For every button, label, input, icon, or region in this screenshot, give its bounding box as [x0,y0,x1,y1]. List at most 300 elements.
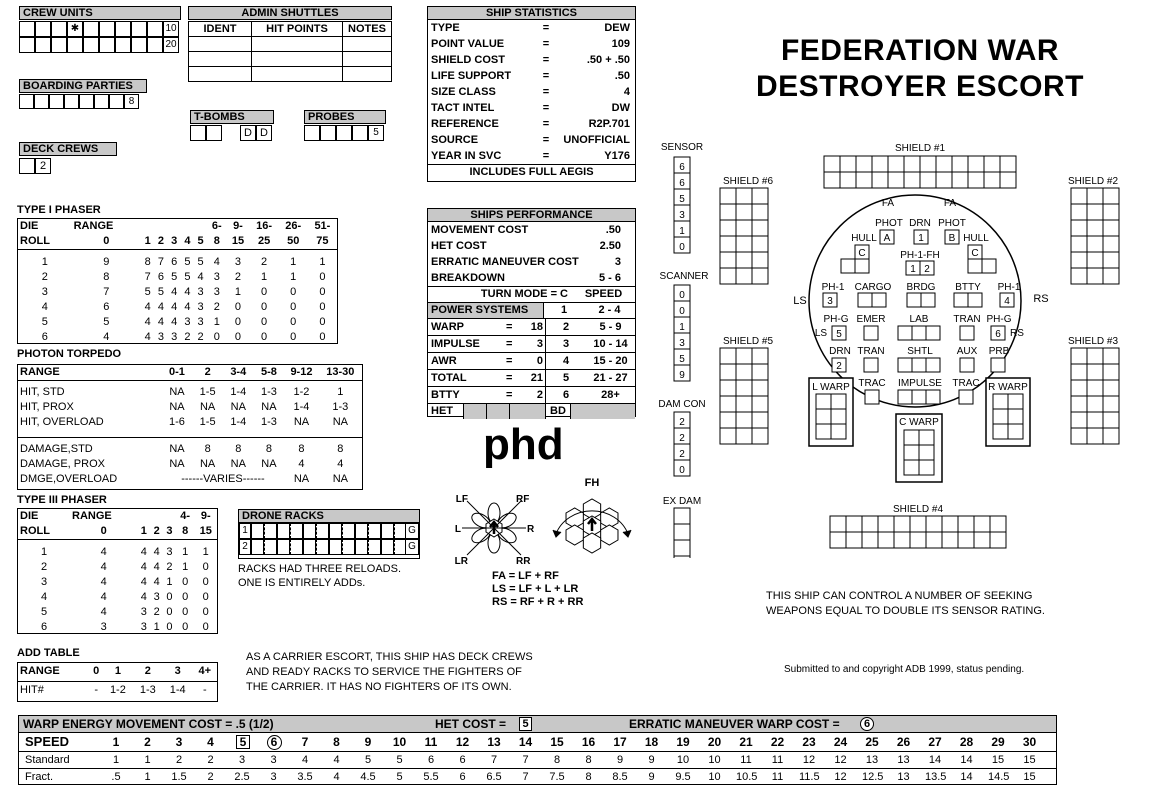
stat-value: 4 [623,86,630,98]
shield4-box[interactable] [878,532,894,548]
shield6-box[interactable] [752,188,768,204]
shield2-box[interactable] [1071,252,1087,268]
crew-unit-box[interactable] [115,37,131,53]
crew-unit-box[interactable]: ✱ [67,21,83,37]
drone-rack-number[interactable]: 2 [239,539,251,555]
l-warp-box[interactable] [816,394,831,409]
shield4-box[interactable] [974,516,990,532]
drn-lower-label: DRN [829,346,851,357]
drone-rack-box[interactable] [303,539,316,555]
shield5-box[interactable] [720,380,736,396]
impulse-box[interactable] [926,390,940,404]
shield2-box[interactable] [1087,236,1103,252]
shield3-box[interactable] [1071,428,1087,444]
speed-cell: 22 [770,735,785,749]
stat-key: LIFE SUPPORT [431,70,512,82]
drone-rack-box[interactable] [329,523,342,539]
damcon-box-number: 2 [679,433,685,444]
drone-rack-box[interactable] [355,539,368,555]
phaser1-cell: 4 [197,270,204,283]
add-table [17,662,218,702]
shield2-box[interactable] [1103,188,1119,204]
dummy-tbomb-box[interactable]: D [240,125,256,141]
probe-box[interactable] [336,125,352,141]
shield6-box[interactable] [752,236,768,252]
shield1-box[interactable] [840,172,856,188]
drone-rack-box[interactable] [303,523,316,539]
phaser3-cell: 3 [166,545,173,558]
phaser3-cell: 2 [153,605,160,618]
shield4-box[interactable] [878,516,894,532]
phaser1-cell: 3 [184,315,191,328]
shuttle-cell[interactable] [343,52,392,67]
probe-box[interactable] [352,125,368,141]
drone-rack-box[interactable] [264,539,277,555]
shield1-box[interactable] [1000,156,1016,172]
shield4-box[interactable] [830,516,846,532]
shuttle-cell[interactable] [343,37,392,52]
stat-eq: = [542,70,550,82]
phaser1-table [17,218,338,344]
drone-rack-box[interactable] [342,539,355,555]
shield4-box[interactable] [974,532,990,548]
drone-rack-box[interactable] [316,523,329,539]
shield4-box[interactable] [990,532,1006,548]
l-warp-box[interactable] [816,409,831,424]
phaser3-head: DIE [20,510,39,522]
standard-cell: 8 [585,754,592,766]
drone-rack-box[interactable] [277,539,290,555]
boarding-party-box[interactable] [94,94,109,109]
crew-unit-box[interactable] [147,21,163,37]
shield1-box[interactable] [968,172,984,188]
shield3-box[interactable] [1103,412,1119,428]
drone-rack-box[interactable] [381,523,394,539]
shield6-box[interactable] [736,252,752,268]
shield5-box[interactable] [736,396,752,412]
shield6-box[interactable] [736,220,752,236]
r-warp-box[interactable] [1008,394,1023,409]
shield2-box[interactable] [1087,188,1103,204]
crew-unit-box[interactable] [51,37,67,53]
speed-cell: 26 [896,735,911,749]
drone-rack-box[interactable] [342,523,355,539]
shield4-box[interactable] [990,516,1006,532]
fract-cell: 1 [144,771,151,783]
shield6-box[interactable] [736,204,752,220]
ph1-right-box-number: 4 [1004,296,1010,307]
shield5-box[interactable] [752,380,768,396]
shield4-box[interactable] [862,516,878,532]
phaser1-cell: 2 [234,270,242,283]
shuttle-cell[interactable] [252,37,343,52]
shield1-box[interactable] [984,172,1000,188]
drone-rack-box[interactable] [368,523,381,539]
shield6-box[interactable] [752,268,768,284]
drone-rack-box[interactable] [251,523,264,539]
shield5-box[interactable] [720,412,736,428]
fract-label: Fract. [25,771,54,783]
crew-unit-box[interactable] [51,21,67,37]
speed-cell: 1 [112,735,120,749]
shield4-box[interactable] [830,532,846,548]
drone-rack-box[interactable] [316,539,329,555]
shield5-box[interactable] [736,348,752,364]
shield4-box[interactable] [862,532,878,548]
drone-rack-box[interactable] [251,539,264,555]
exdam-box[interactable] [674,524,690,540]
shield5-box[interactable] [736,428,752,444]
crew-unit-box[interactable] [19,37,35,53]
hull-box[interactable] [841,259,855,273]
tbomb-box[interactable] [206,125,222,141]
crew-unit-box[interactable] [115,21,131,37]
l-warp-box[interactable] [831,394,846,409]
erratic-warp-header: ERRATIC MANEUVER WARP COST = [629,717,840,731]
shield6-box[interactable] [720,236,736,252]
crew-unit-box[interactable] [35,21,51,37]
r-warp-box[interactable] [993,394,1008,409]
shield3-box[interactable] [1071,380,1087,396]
shield1-box[interactable] [920,172,936,188]
shield2-box[interactable] [1103,220,1119,236]
shield1-box[interactable] [984,156,1000,172]
phaser3-cell: 4 [140,590,147,603]
drone-rack-g[interactable]: G [405,539,419,555]
btty-box[interactable] [954,293,968,307]
crew-unit-box[interactable] [35,37,51,53]
exdam-box[interactable] [674,540,690,556]
col-notes: NOTES [343,22,392,37]
ships-performance-panel [427,208,636,417]
shield5-box[interactable] [752,396,768,412]
prb-box[interactable] [991,358,1005,372]
shield6-box[interactable] [736,268,752,284]
shield1-box[interactable] [936,156,952,172]
exdam-box[interactable] [674,556,690,558]
lab-box[interactable] [926,326,940,340]
phaser1-cell: 1 [41,255,48,268]
shield2-box[interactable] [1087,268,1103,284]
shield2-box[interactable] [1071,204,1087,220]
c-warp-box[interactable] [904,460,919,475]
phaser3-head: ROLL [20,525,50,537]
shield5-box[interactable] [720,348,736,364]
c-warp-box[interactable] [919,460,934,475]
shield6-box[interactable] [752,204,768,220]
shield5-box[interactable] [752,364,768,380]
shield4-box[interactable] [942,516,958,532]
tran-box[interactable] [960,326,974,340]
shuttle-cell[interactable] [189,52,252,67]
crew-unit-box[interactable] [99,21,115,37]
drone-rack-g[interactable]: G [405,523,419,539]
shield6-box[interactable] [736,236,752,252]
c-warp-box[interactable] [904,430,919,445]
turn-mode-speed: 10 - 14 [593,338,628,350]
shield1-box[interactable] [856,172,872,188]
shield4-box[interactable] [846,532,862,548]
shield3-box[interactable] [1103,396,1119,412]
boarding-parties-label: BOARDING PARTIES [19,79,147,93]
phaser1-cell: 0 [261,300,268,313]
shield1-box[interactable] [888,172,904,188]
shield1-box[interactable] [824,172,840,188]
hull-box[interactable] [982,259,996,273]
shield1-box[interactable] [872,172,888,188]
photon-head: 13-30 [326,366,355,378]
shield3-box[interactable] [1071,364,1087,380]
shield5-box[interactable] [752,412,768,428]
standard-cell: 9 [648,754,655,766]
phaser3-table [17,508,218,634]
hull-box[interactable] [855,259,869,273]
shuttle-cell[interactable] [343,67,392,82]
shield5-box[interactable] [736,364,752,380]
trac-box[interactable] [865,390,879,404]
shield1-box[interactable] [1000,172,1016,188]
shield5-box[interactable] [736,412,752,428]
c-warp-box[interactable] [919,445,934,460]
shield2-box[interactable] [1087,252,1103,268]
shield5-box[interactable] [736,380,752,396]
brdg-box[interactable] [921,293,935,307]
shield3-box[interactable] [1071,396,1087,412]
scanner-box-number: 3 [679,338,685,349]
shtl-box[interactable] [912,358,926,372]
boarding-party-box[interactable] [64,94,79,109]
shield4-box[interactable] [958,532,974,548]
r-warp-box[interactable] [1008,424,1023,439]
shield3-label: SHIELD #3 [1067,336,1119,347]
drone-rack-number[interactable]: 1 [239,523,251,539]
l-warp-box[interactable] [816,424,831,439]
stat-value: .50 + .50 [586,54,630,66]
het-box[interactable] [510,404,546,419]
tbomb-box[interactable] [190,125,206,141]
shuttle-cell[interactable] [252,52,343,67]
crew-unit-box[interactable] [99,37,115,53]
shield3-box[interactable] [1087,396,1103,412]
shield3-box[interactable] [1103,428,1119,444]
ph1fh-box-number: 2 [924,264,930,275]
shield3-box[interactable] [1087,412,1103,428]
bd-box[interactable] [571,404,635,419]
shield5-box[interactable] [720,428,736,444]
shield1-box[interactable] [904,172,920,188]
drone-rack-box[interactable] [355,523,368,539]
c-warp-box[interactable] [919,430,934,445]
shield6-box[interactable] [720,188,736,204]
probe-box[interactable]: 5 [368,125,384,141]
phaser1-cell: 9 [103,255,110,268]
brdg-box[interactable] [907,293,921,307]
drone-rack-box[interactable] [329,539,342,555]
shield1-box[interactable] [936,172,952,188]
shield1-box[interactable] [840,156,856,172]
shield2-box[interactable] [1071,236,1087,252]
probe-box[interactable] [304,125,320,141]
impulse-box[interactable] [912,390,926,404]
r-warp-box[interactable] [1008,409,1023,424]
deck-crew-box[interactable] [19,158,35,174]
stat-key: POINT VALUE [431,38,505,50]
crew-unit-box[interactable] [83,21,99,37]
shield3-box[interactable] [1087,428,1103,444]
shield1-box[interactable] [824,156,840,172]
het-box[interactable] [464,404,487,419]
crew-unit-box[interactable] [83,37,99,53]
shield3-box[interactable] [1103,348,1119,364]
shield1-box[interactable] [856,156,872,172]
shield2-box[interactable] [1103,236,1119,252]
shield4-box[interactable] [910,516,926,532]
crew-unit-box[interactable] [131,37,147,53]
trac-box[interactable] [959,390,973,404]
aux-box[interactable] [960,358,974,372]
shield6-box[interactable] [720,252,736,268]
shield6-box[interactable] [720,204,736,220]
shield3-box[interactable] [1103,380,1119,396]
lab-box[interactable] [912,326,926,340]
trac-right-label: TRAC [952,378,980,389]
shield6-box[interactable] [720,268,736,284]
phaser1-cell: 5 [184,270,191,283]
shield2-box[interactable] [1087,204,1103,220]
boarding-party-box[interactable] [19,94,34,109]
shuttle-cell[interactable] [189,67,252,82]
drone-rack-box[interactable] [264,523,277,539]
shield6-box[interactable] [752,252,768,268]
shield6-box[interactable] [720,220,736,236]
crew-unit-box[interactable] [131,21,147,37]
phaser1-cell: 5 [41,315,48,328]
boarding-party-box[interactable]: 8 [124,94,139,109]
boarding-party-box[interactable] [49,94,64,109]
r-warp-box[interactable] [993,424,1008,439]
phaser1-cell: 0 [290,315,297,328]
shield2-box[interactable] [1087,220,1103,236]
fract-cell: 3.5 [297,771,313,783]
shield3-box[interactable] [1071,412,1087,428]
phaser1-head: 16- [256,220,273,232]
shield1-box[interactable] [968,156,984,172]
shield2-box[interactable] [1071,188,1087,204]
shield2-box[interactable] [1071,268,1087,284]
deck-crew-box[interactable]: 2 [35,158,51,174]
drone-rack-box[interactable] [290,523,303,539]
boarding-party-box[interactable] [79,94,94,109]
shield4-box[interactable] [894,516,910,532]
probe-box[interactable] [320,125,336,141]
shield2-box[interactable] [1103,252,1119,268]
crew-unit-box[interactable] [147,37,163,53]
shield4-box[interactable] [846,516,862,532]
probes-label: PROBES [304,110,386,124]
phaser3-cell: 4 [40,590,48,603]
shield4-box[interactable] [894,532,910,548]
shield1-box[interactable] [952,172,968,188]
shield5-box[interactable] [752,428,768,444]
phaser3-cell: 1 [166,575,173,588]
shield1-box[interactable] [920,156,936,172]
speed-cell: 18 [644,735,659,749]
shield3-box[interactable] [1087,348,1103,364]
shield1-box[interactable] [904,156,920,172]
l-warp-box[interactable] [831,409,846,424]
c-warp-label: C WARP [899,417,939,428]
boarding-party-box[interactable] [34,94,49,109]
shield1-box[interactable] [952,156,968,172]
shtl-box[interactable] [926,358,940,372]
crew-unit-box[interactable]: 20 [163,37,179,53]
shield5-box[interactable] [720,396,736,412]
c-warp-box[interactable] [904,445,919,460]
dummy-tbomb-box[interactable]: D [256,125,272,141]
emer-box[interactable] [864,326,878,340]
shield4-box[interactable] [958,516,974,532]
shield5-box[interactable] [720,364,736,380]
shield3-box[interactable] [1071,348,1087,364]
phaser3-cell: 4 [153,545,160,558]
crew-unit-box[interactable] [19,21,35,37]
photon-cell: 4 [298,457,305,470]
impulse-box[interactable] [898,390,912,404]
shuttle-cell[interactable] [189,37,252,52]
shield2-box[interactable] [1071,220,1087,236]
r-warp-box[interactable] [993,409,1008,424]
shield3-box[interactable] [1087,380,1103,396]
shield4-box[interactable] [910,532,926,548]
shield3-box[interactable] [1103,364,1119,380]
shield5-box[interactable] [752,348,768,364]
shield1-box[interactable] [872,156,888,172]
stat-value: DW [611,102,630,114]
crew-unit-box[interactable] [67,37,83,53]
photon-cell: NA [230,400,246,413]
shield6-box[interactable] [752,220,768,236]
drone-rack-box[interactable] [381,539,394,555]
shield4-box[interactable] [926,516,942,532]
l-warp-box[interactable] [831,424,846,439]
shield4-box[interactable] [926,532,942,548]
shield1-box[interactable] [888,156,904,172]
shield4-box[interactable] [942,532,958,548]
exdam-box[interactable] [674,508,690,524]
het-box[interactable] [487,404,510,419]
lab-box[interactable] [898,326,912,340]
shield3-box[interactable] [1087,364,1103,380]
cargo-box[interactable] [858,293,872,307]
tran-box[interactable] [864,358,878,372]
shield2-box[interactable] [1103,268,1119,284]
crew-unit-box[interactable]: 10 [163,21,179,37]
boarding-party-box[interactable] [109,94,124,109]
drone-rack-box[interactable] [277,523,290,539]
shtl-box[interactable] [898,358,912,372]
shield6-box[interactable] [736,188,752,204]
shuttle-cell[interactable] [252,67,343,82]
shield2-box[interactable] [1103,204,1119,220]
phaser1-head [154,219,167,234]
standard-cell: 15 [991,754,1005,766]
drone-rack-box[interactable] [290,539,303,555]
phaser1-head: 26- [285,220,302,232]
drone-rack-box[interactable] [368,539,381,555]
hull-box[interactable] [968,259,982,273]
btty-box[interactable] [968,293,982,307]
cargo-box[interactable] [872,293,886,307]
